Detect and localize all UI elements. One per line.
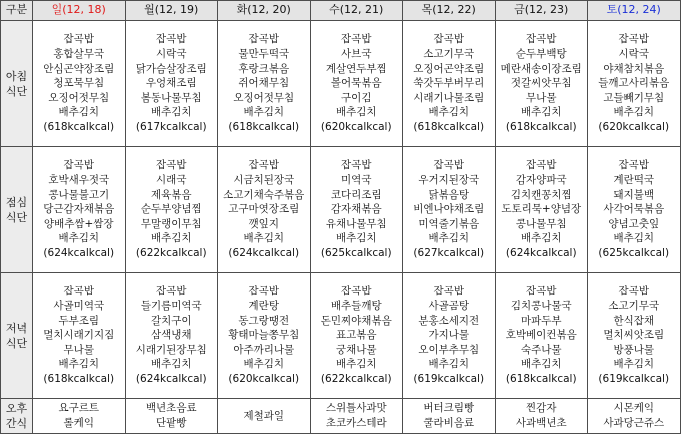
menu-item: 잡곡밥 [63,159,94,172]
calorie-label: (619kcalkcal) [413,372,485,385]
menu-item: 배추김치 [613,232,655,245]
menu-item: 김치콩나물국 [510,300,572,313]
calorie-label: (618kcalkcal) [228,120,300,133]
menu-item: 두부조림 [58,314,100,327]
menu-item: 잡곡밥 [433,285,464,298]
menu-item: 계란떡국 [613,174,655,187]
calorie-label: (620kcalkcal) [228,372,300,385]
menu-cell-snack-wed [310,399,403,434]
menu-item: 잡곡밥 [63,33,94,46]
menu-item: 배추김치 [335,358,377,371]
row-label-dinner [1,273,33,399]
menu-item: 양념고춧잎 [608,217,660,230]
menu-item: 롤케익 [63,417,94,429]
menu-item: 배추김치 [58,232,100,245]
menu-item: 한식잡채 [613,314,655,327]
menu-item: 사각어묵볶음 [603,203,665,216]
menu-item: 잡곡밥 [63,285,94,298]
menu-item: 잡곡밥 [618,285,649,298]
menu-item: 감자양파국 [515,174,567,187]
menu-item: 시래기된장무침 [135,343,207,356]
menu-item: 배추김치 [58,106,100,119]
menu-item: 시금치된장국 [233,174,295,187]
calorie-label: (618kcalkcal) [43,120,115,133]
menu-item: 돼지불백 [613,188,655,201]
menu-item: 호박새우젓국 [48,174,110,187]
row-label-line: 저녁 [5,321,28,335]
calorie-label: (624kcalkcal) [505,246,577,259]
menu-item: 미역국 [341,174,372,187]
menu-item: 잡곡밥 [156,285,187,298]
row-label-line: 오후 [5,402,28,415]
menu-item: 배추김치 [613,358,655,371]
menu-item: 메란새송이장조림 [500,62,582,75]
menu-item: 잡곡밥 [248,159,279,172]
menu-item: 시래기나물조림 [413,91,485,104]
row-label-lunch [1,147,33,273]
menu-item: 잡곡밥 [341,33,372,46]
day-header-sat: 토(12, 24) [588,1,681,21]
menu-item: 찐감자 [526,402,557,415]
menu-cell-lunch-sat [588,147,681,273]
menu-item: 소고기무국 [608,300,660,313]
menu-item: 시락국 [618,48,649,61]
day-header-sun: 일(12, 18) [33,1,126,21]
menu-item: 배추김치 [150,358,192,371]
menu-cell-dinner-wed [310,273,403,399]
menu-item: 양배추쌈+쌈장 [43,217,114,230]
menu-item: 봄동나물무침 [140,91,202,104]
menu-cell-lunch-sun [33,147,126,273]
menu-item: 청포묵무침 [53,77,105,90]
calorie-label: (617kcalkcal) [135,120,207,133]
menu-item: 돈민찌야채볶음 [320,314,392,327]
menu-item: 시래국 [156,174,187,187]
menu-item: 구이김 [341,91,372,104]
menu-item: 야채참치볶음 [603,62,665,75]
menu-cell-dinner-fri [495,273,588,399]
menu-item: 잡곡밥 [248,285,279,298]
menu-item: 비엔나야채조림 [413,203,485,216]
menu-item: 사골곰탕 [428,300,470,313]
menu-item: 시몬케익 [613,402,655,415]
menu-item: 방풍나물 [613,343,655,356]
menu-cell-snack-sat [588,399,681,434]
menu-item: 콩나물무침 [515,217,567,230]
menu-item: 물만두떡국 [238,48,290,61]
menu-item: 쥐어채무침 [238,77,290,90]
menu-item: 잡곡밥 [526,33,557,46]
menu-item: 당근감자채볶음 [43,203,115,216]
menu-item: 배추김치 [335,232,377,245]
menu-item: 버터크림빵 [423,402,475,415]
menu-item: 잡곡밥 [156,33,187,46]
menu-item: 계살연두부찜 [325,62,387,75]
row-label-snack [1,399,33,434]
menu-item: 분홍소세지전 [418,314,480,327]
calorie-label: (624kcalkcal) [228,246,300,259]
menu-item: 닭볶음탕 [428,188,470,201]
menu-item: 유채나물무침 [325,217,387,230]
menu-item: 쿨라비음료 [423,417,475,429]
menu-item: 무나물 [526,91,557,104]
menu-cell-snack-mon [125,399,218,434]
meal-row-lunch [1,147,681,273]
menu-item: 소고기무국 [423,48,475,61]
menu-item: 김치캔꽁치찜 [510,188,572,201]
menu-item: 닭가슴살장조림 [135,62,207,75]
menu-item: 도토리묵+양념장 [501,203,582,216]
menu-cell-breakfast-wed [310,21,403,147]
menu-item: 멸치씨앗조림 [603,329,665,342]
menu-item: 잡곡밥 [341,285,372,298]
menu-item: 스위틀사과맛 [325,402,387,415]
menu-item: 쑥갓두부버무리 [413,77,485,90]
menu-item: 잡곡밥 [526,159,557,172]
menu-cell-snack-sun [33,399,126,434]
menu-cell-lunch-tue [218,147,311,273]
menu-item: 배추김치 [150,232,192,245]
row-label-line: 식단 [5,84,28,98]
menu-item: 잡곡밥 [341,159,372,172]
menu-item: 배추김치 [150,106,192,119]
header-corner: 구분 [1,1,33,21]
calorie-label: (624kcalkcal) [135,372,207,385]
row-label-line: 점심 [5,195,28,209]
menu-item: 숙주나물 [520,343,562,356]
day-header-fri: 금(12, 23) [495,1,588,21]
menu-item: 배추김치 [335,106,377,119]
calorie-label: (618kcalkcal) [413,120,485,133]
menu-item: 배추김치 [428,232,470,245]
row-label-line: 아침 [5,69,28,83]
menu-item: 배추김치 [613,106,655,119]
menu-cell-dinner-sat [588,273,681,399]
menu-item: 마파두부 [520,314,562,327]
row-label-line: 간식 [5,417,28,430]
menu-item: 사브국 [341,48,372,61]
menu-item: 백년초음료 [145,402,197,415]
menu-item: 제육볶음 [150,188,192,201]
header-row [1,1,681,21]
row-label-line: 식단 [5,336,28,350]
menu-item: 콩나물불고기 [48,188,110,201]
menu-item: 배추김치 [243,106,285,119]
menu-item: 잡곡밥 [618,33,649,46]
menu-cell-breakfast-tue [218,21,311,147]
menu-item: 오이부추무침 [418,343,480,356]
menu-item: 잡곡밥 [433,33,464,46]
menu-item: 소고기채숙주볶음 [223,188,305,201]
menu-item: 초코카스테라 [325,417,387,429]
menu-item: 잡곡밥 [433,159,464,172]
calorie-label: (627kcalkcal) [413,246,485,259]
menu-cell-lunch-fri [495,147,588,273]
menu-item: 오징어젓무침 [48,91,110,104]
menu-item: 무말랭이무침 [140,217,202,230]
menu-item: 순두부양념찜 [140,203,202,216]
menu-cell-breakfast-fri [495,21,588,147]
menu-item: 표고볶음 [335,329,377,342]
menu-item: 고들빼기무침 [603,91,665,104]
menu-item: 사과백년초 [515,417,567,429]
row-label-breakfast [1,21,33,147]
calorie-label: (620kcalkcal) [320,120,392,133]
menu-item: 순두부백탕 [515,48,567,61]
meal-row-dinner [1,273,681,399]
menu-item: 안심곤약장조림 [43,62,115,75]
menu-item: 삼색냉채 [150,329,192,342]
calorie-label: (618kcalkcal) [43,372,115,385]
menu-cell-lunch-wed [310,147,403,273]
day-header-tue: 화(12, 20) [218,1,311,21]
calorie-label: (620kcalkcal) [598,120,670,133]
menu-item: 시락국 [156,48,187,61]
menu-item: 배추김치 [520,358,562,371]
row-label-line: 식단 [5,210,28,224]
menu-cell-breakfast-sun [33,21,126,147]
menu-cell-lunch-mon [125,147,218,273]
menu-item: 배추김치 [243,232,285,245]
day-header-thu: 목(12, 22) [403,1,496,21]
day-header-wed: 수(12, 21) [310,1,403,21]
menu-item: 궁채나물 [335,343,377,356]
menu-item: 감자채볶음 [330,203,382,216]
calorie-label: (625kcalkcal) [320,246,392,259]
calorie-label: (622kcalkcal) [320,372,392,385]
menu-cell-lunch-thu [403,147,496,273]
menu-item: 무나물 [63,343,94,356]
menu-item: 배추김치 [520,106,562,119]
menu-cell-dinner-thu [403,273,496,399]
menu-item: 오징어곤약조림 [413,62,485,75]
menu-cell-breakfast-mon [125,21,218,147]
menu-item: 우거지된장국 [418,174,480,187]
menu-item: 배추김치 [428,106,470,119]
calorie-label: (624kcalkcal) [43,246,115,259]
menu-cell-dinner-mon [125,273,218,399]
menu-item: 제철과일 [243,409,285,422]
menu-item: 배추들깨탕 [330,300,382,313]
menu-item: 고구마엿장조림 [228,203,300,216]
calorie-label: (619kcalkcal) [598,372,670,385]
menu-item: 미역줄기볶음 [418,217,480,230]
menu-item: 들깨고사리볶음 [598,77,670,90]
meal-row-snack [1,399,681,434]
menu-item: 젓갈씨앗무침 [510,77,572,90]
menu-item: 코다리조림 [330,188,382,201]
menu-item: 배추김치 [243,358,285,371]
menu-item: 배추김치 [58,358,100,371]
menu-item: 잡곡밥 [156,159,187,172]
menu-item: 잡곡밥 [618,159,649,172]
calorie-label: (618kcalkcal) [505,120,577,133]
calorie-label: (618kcalkcal) [505,372,577,385]
menu-cell-dinner-tue [218,273,311,399]
menu-item: 들기름미역국 [140,300,202,313]
menu-item: 계란탕 [248,300,279,313]
menu-item: 아주까리나물 [233,343,295,356]
menu-cell-breakfast-thu [403,21,496,147]
menu-item: 호박베이컨볶음 [505,329,577,342]
menu-item: 사과당근쥬스 [603,417,665,429]
calorie-label: (622kcalkcal) [135,246,207,259]
menu-item: 볼어묵볶음 [330,77,382,90]
menu-cell-snack-fri [495,399,588,434]
menu-item: 후랑크볶음 [238,62,290,75]
menu-item: 배추김치 [428,358,470,371]
menu-cell-snack-tue [218,399,311,434]
menu-cell-breakfast-sat [588,21,681,147]
menu-item: 동그랑땡전 [238,314,290,327]
menu-item: 요구르트 [58,402,100,415]
menu-item: 사골미역국 [53,300,105,313]
menu-item: 멸치시래기지짐 [43,329,115,342]
menu-item: 우엉채조림 [145,77,197,90]
menu-item: 홍합살무국 [53,48,105,61]
meal-row-breakfast [1,21,681,147]
day-header-mon: 월(12, 19) [125,1,218,21]
calorie-label: (625kcalkcal) [598,246,670,259]
menu-item: 오징어젓무침 [233,91,295,104]
menu-cell-snack-thu [403,399,496,434]
menu-item: 가지나물 [428,329,470,342]
menu-item: 잡곡밥 [248,33,279,46]
menu-item: 황태마늘쫑무침 [228,329,300,342]
menu-item: 단팥빵 [156,417,187,429]
menu-item: 깻잎지 [248,217,279,230]
menu-item: 배추김치 [520,232,562,245]
menu-item: 잡곡밥 [526,285,557,298]
menu-item: 갈치구이 [150,314,192,327]
menu-cell-dinner-sun [33,273,126,399]
